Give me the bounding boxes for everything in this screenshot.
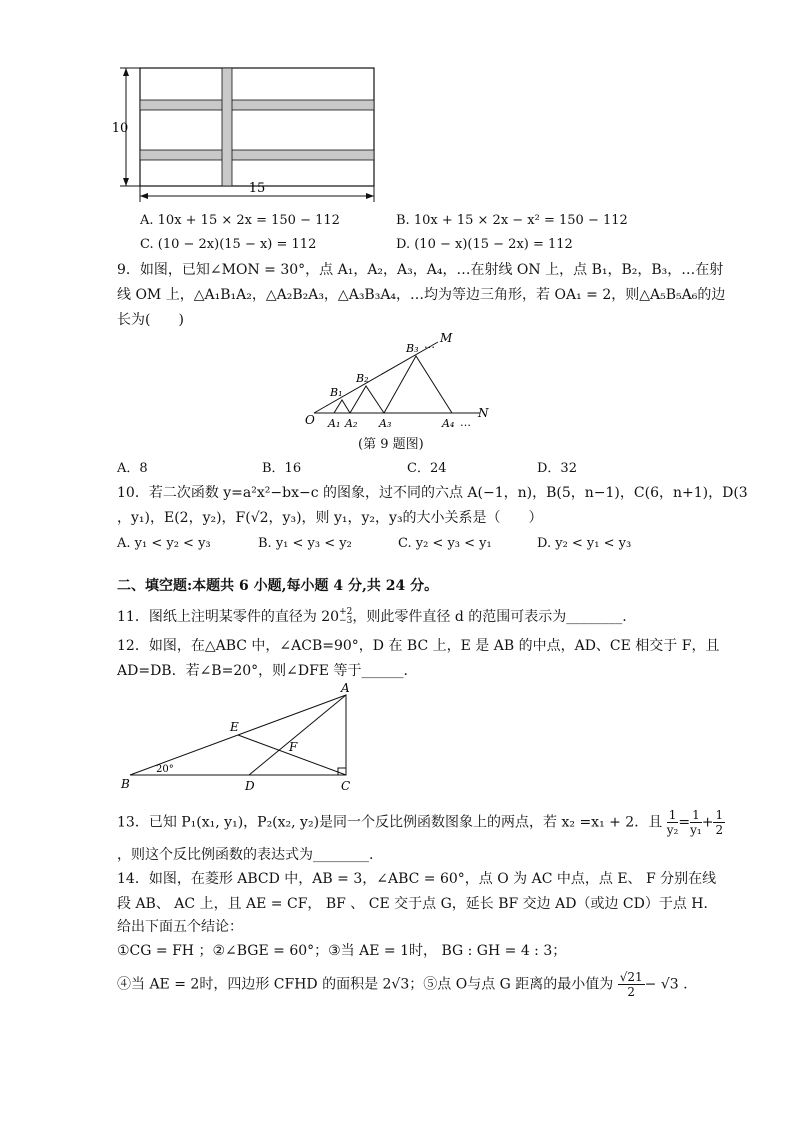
arrowhead [123, 178, 129, 186]
q9-line1: 9．如图，已知∠MON = 30°，点 A₁，A₂，A₃，A₄，…在射线 ON 上，点 B₁，B₂，B₃，…在射 [117, 262, 724, 278]
label-c: C [341, 779, 351, 793]
q8-option-d: D. (10 − x)(15 − 2x) = 112 [396, 237, 573, 252]
q8-option-a: A. 10x + 15 × 2x = 150 − 112 [140, 213, 340, 228]
q14-line3: 给出下面五个结论： [117, 919, 243, 935]
denominator: 2 [715, 823, 724, 837]
width-label: 15 [248, 181, 266, 196]
q10-line2: ，y₁)，E(2，y₂)，F(√2，y₃)，则 y₁，y₂，y₃的大小关系是（ ） [117, 510, 543, 526]
q8-option-b: B. 10x + 15 × 2x − x² = 150 − 112 [396, 213, 628, 228]
denominator: y₂ [666, 823, 679, 837]
q11-lower-tolerance: −3 [339, 616, 353, 626]
label-d: D [245, 779, 255, 793]
numerator: 1 [668, 808, 677, 822]
label-b3: B₃ [406, 342, 419, 355]
equals-sign: = [678, 814, 691, 831]
triangle-2 [350, 386, 384, 413]
q8-option-c: C. (10 − 2x)(15 − x) = 112 [140, 237, 317, 252]
q13-fraction-1 [667, 808, 679, 837]
q13-text-a: 13．已知 P₁(x₁, y₁)，P₂(x₂, y₂)是同一个反比例函数图象上的两点，若 x₂ =x₁ + 2．且 [117, 814, 663, 831]
q10-option-c: C. y₂ < y₃ < y₁ [398, 536, 492, 551]
q13-fraction-2 [690, 808, 702, 837]
section-2-heading: 二、填空题:本题共 6 小题,每小题 4 分,共 24 分。 [117, 578, 439, 594]
label-b: B [121, 777, 130, 791]
denominator: y₁ [690, 823, 702, 837]
q11-text-b: ，则此零件直径 d 的范围可表示为________. [352, 609, 627, 625]
q11-upper-tolerance: +2 [339, 607, 353, 617]
triangle-3 [384, 356, 452, 413]
label-a2: A₂ [345, 417, 358, 430]
height-label: 10 [111, 121, 129, 136]
q14-fraction [618, 970, 645, 999]
q14-line2: 段 AB、 AC 上，且 AE = CF， BF 、 CE 交于点 G，延长 BF 交边 AD（或边 CD）于点 H． [117, 896, 718, 912]
arrowhead [140, 193, 148, 199]
denominator: 2 [627, 985, 636, 999]
label-a-dots: … [460, 416, 471, 429]
q13-line2: ，则这个反比例函数的表达式为________. [117, 847, 374, 863]
q11-line [117, 607, 627, 627]
q14-line5-text-b: − √3 . [644, 976, 688, 993]
q12-line2: AD=DB．若∠B=20°，则∠DFE 等于______. [117, 663, 408, 679]
label-b-dots: … [424, 338, 435, 351]
numerator: 1 [692, 808, 700, 822]
label-angle-b: 20° [156, 764, 174, 775]
q9-line2: 线 OM 上，△A₁B₁A₂，△A₂B₂A₃，△A₃B₃A₄，…均为等边三角形，若 OA₁ = 2，则△A₅B₅A₆的边 [117, 287, 726, 303]
q14-line5-text-a: ④当 AE = 2时，四边形 CFHD 的面积是 2√3；⑤点 O与点 G 距离的最小值为 [117, 976, 614, 993]
plus-sign: + [701, 814, 714, 831]
path-vertical [222, 68, 232, 186]
label-o: O [305, 413, 315, 427]
label-a4: A₄ [442, 417, 455, 430]
q12-figure [116, 680, 366, 795]
ray-om [314, 342, 438, 413]
label-m: M [440, 331, 453, 345]
path-horizontal-bottom [140, 150, 374, 160]
q9-option-d: D．32 [537, 461, 577, 476]
label-n: N [478, 406, 489, 420]
q10-option-d: D. y₂ < y₁ < y₃ [537, 536, 632, 551]
q9-figure [300, 330, 500, 435]
q10-option-a: A. y₁ < y₂ < y₃ [117, 536, 211, 551]
numerator: 1 [715, 808, 724, 822]
q14-line4: ①CG = FH ；②∠BGE = 60°；③当 AE = 1时， BG : GH = 4 : 3； [117, 943, 567, 959]
q14-line5 [117, 970, 688, 999]
arrowhead [366, 193, 374, 199]
q9-line3: 长为( ) [117, 312, 184, 328]
q13-fraction-3 [713, 808, 725, 837]
q9-option-b: B．16 [262, 461, 302, 476]
q12-line1: 12．如图，在△ABC 中，∠ACB=90°，D 在 BC 上，E 是 AB 的中点，AD、CE 相交于 F，且 [117, 638, 720, 654]
label-a3: A₃ [379, 417, 392, 430]
q11-tolerance [339, 608, 352, 626]
q9-caption: (第 9 题图) [358, 437, 424, 452]
q11-text-a: 11．图纸上注明某零件的直径为 20 [117, 609, 340, 625]
label-b2: B₂ [356, 372, 369, 385]
segment-ad [249, 695, 346, 775]
label-a: A [341, 681, 350, 695]
q10-option-b: B. y₁ < y₃ < y₂ [258, 536, 352, 551]
triangle-1 [334, 400, 350, 413]
label-b1: B₁ [330, 386, 343, 399]
q9-option-c: C．24 [407, 461, 447, 476]
label-f: F [289, 740, 298, 754]
q8-figure [110, 62, 390, 212]
q14-line1: 14．如图，在菱形 ABCD 中，AB = 3，∠ABC = 60°，点 O 为 AC 中点，点 E、 F 分别在线 [117, 871, 717, 887]
field-rect [140, 68, 374, 186]
label-a1: A₁ [328, 417, 341, 430]
q10-line1: 10．若二次函数 y=a²x²−bx−c 的图象，过不同的六点 A(−1，n)，B(5，n−1)，C(6，n+1)，D(3 [117, 485, 748, 501]
arrowhead [123, 68, 129, 76]
numerator: √21 [619, 970, 643, 984]
q9-option-a: A．8 [117, 461, 148, 476]
label-e: E [230, 720, 239, 734]
q13-line1 [117, 808, 725, 837]
path-horizontal-top [140, 100, 374, 110]
